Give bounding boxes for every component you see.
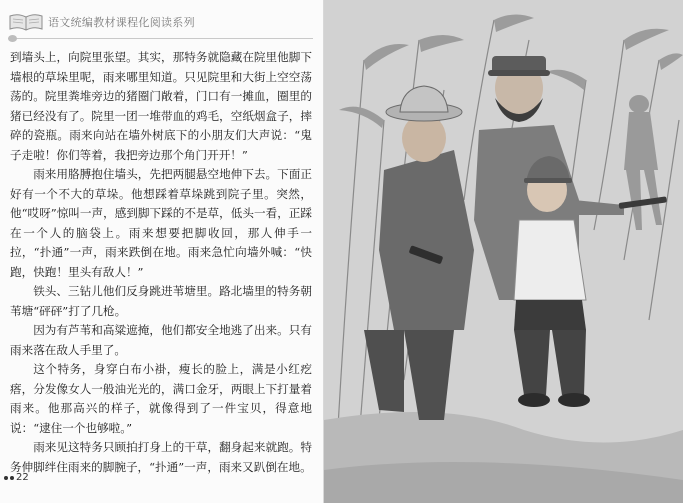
paragraph: 这个特务，身穿白布小褂，瘦长的脸上，满是小红疙瘩，分发像女人一般油光光的，满口金牙，两眼上下打量着雨来。他那高兴的样子，就像得到了一件宝贝，得意地说：“逮住一个也够啦。” <box>10 362 312 435</box>
paragraph: 铁头、三钻儿他们反身跳进苇塘里。路北墙里的特务朝苇塘“砰砰”打了几枪。 <box>10 284 312 318</box>
paragraph: 因为有芦苇和高粱遮掩，他们都安全地逃了出来。只有雨来落在敌人手里了。 <box>10 323 312 357</box>
illustration-page <box>324 0 683 503</box>
header-divider <box>8 38 313 39</box>
story-text <box>10 48 312 477</box>
page-number-text: 22 <box>16 472 29 483</box>
series-title: 语文统编教材课程化阅读系列 <box>48 16 195 29</box>
page-number <box>4 472 29 483</box>
paragraph: 雨来用胳膊抱住墙头，先把两腿悬空地伸下去。下面正好有一个不大的草垛。他想踩着草垛跳到院子里。突然，他“哎呀”惊叫一声，感到脚下踩的不是草，低头一看，正踩在一个人的脑袋上。雨来想要把脚收回，那人伸手一拉，“扑通”一声，雨来跌倒在地。雨来急忙向墙外喊：“快跑，快跑！里头有敌人！” <box>10 167 312 279</box>
illustration <box>324 0 683 503</box>
page-number-dot <box>10 476 14 480</box>
paragraph: 到墙头上，向院里张望。其实，那特务就隐藏在院里他脚下墙根的草垛里呢，雨来哪里知道。只见院里和大街上空空荡荡的。院里粪堆旁边的猪圈门敞着，门口有一摊血，圈里的猪已经没有了。院里一团一堆带血的鸡毛，空纸烟盒子，摔碎的瓷瓶。雨来向站在墙外树底下的小朋友们大声说：“鬼子走啦！你们等着，我把旁边那个角门开开！” <box>10 50 312 162</box>
series-header <box>8 8 195 36</box>
text-page <box>0 0 324 503</box>
open-book-icon <box>8 11 44 33</box>
page-number-dot <box>4 476 8 480</box>
paragraph: 雨来见这特务只顾拍打身上的干草，翻身起来就跑。特务伸脚绊住雨来的脚腕子，“扑通”一声，雨来又趴倒在地。 <box>10 440 312 474</box>
